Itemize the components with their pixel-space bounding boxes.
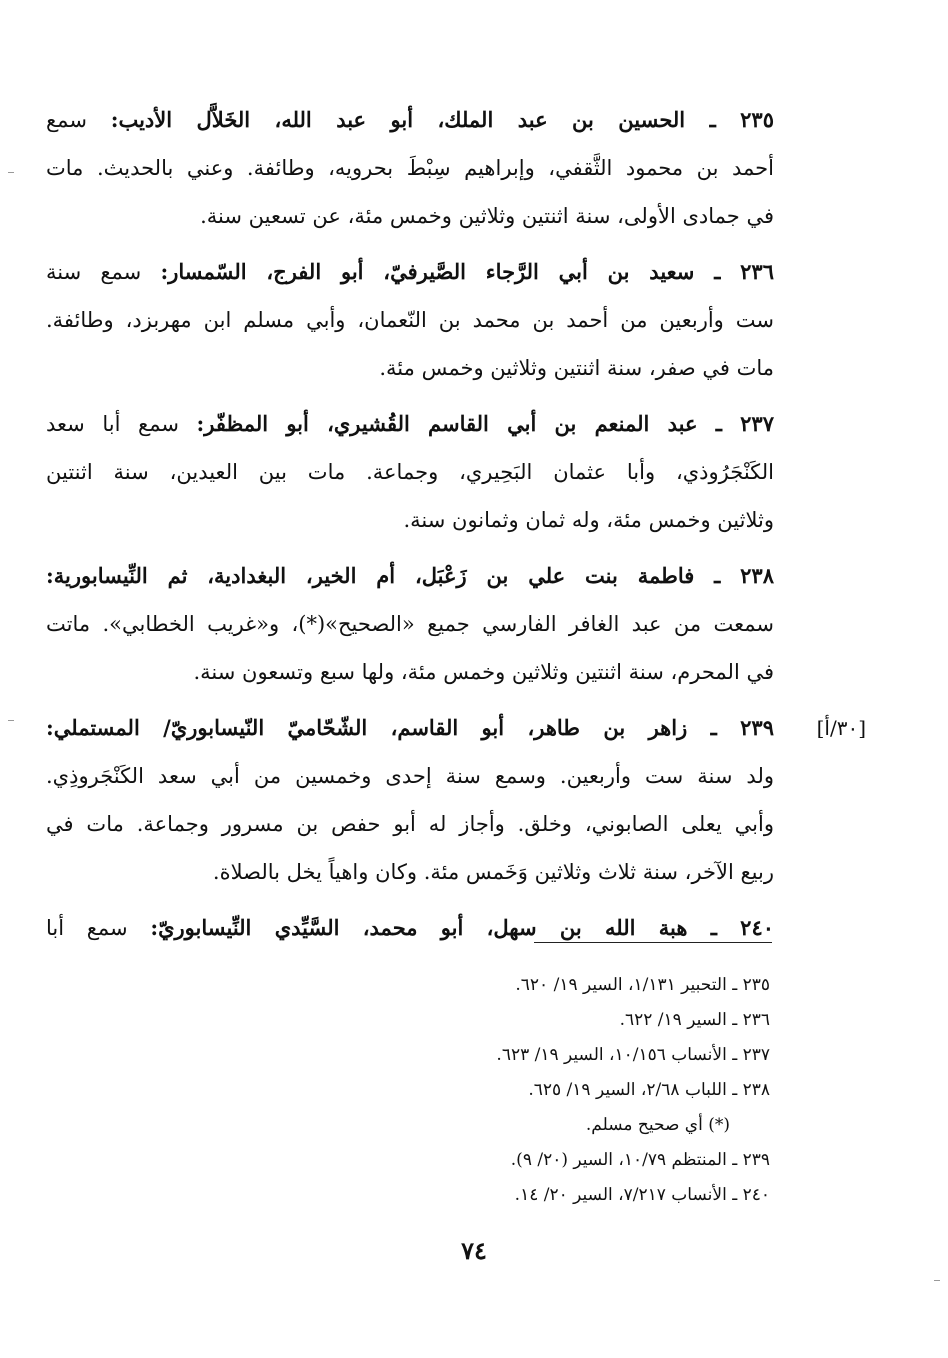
entry-line	[46, 400, 774, 448]
entry-238	[46, 552, 774, 696]
footnote: ٢٣٨ ـ اللباب ٢/٦٨، السير ١٩/ ٦٢٥.	[528, 1080, 770, 1100]
entry-line: في جمادى الأولى، سنة اثنتين وثلاثين وخمس مئة، عن تسعين سنة.	[200, 204, 774, 228]
scan-speck	[8, 720, 14, 721]
footnote: ٢٣٥ ـ التحبير ١/١٣١، السير ١٩/ ٦٢٠.	[515, 975, 770, 995]
entry-heading: ٢٣٥ ـ الحسين بن عبد الملك، أبو عبد الله، الخَلاَّل الأديب:	[110, 107, 774, 132]
entry-line	[46, 96, 774, 144]
manuscript-folio-marker: [٣٠/أ]	[816, 716, 866, 740]
entry-line	[46, 904, 774, 952]
entry-line: ست وأربعين من أحمد بن محمد بن النّعمان، وأبي مسلم ابن مهربزد، وطائفة.	[46, 308, 774, 332]
footnote: ٢٣٩ ـ المنتظم ١٠/٧٩، السير (٢٠/ ٩).	[510, 1150, 770, 1170]
entry-text: سمع أبا سعد	[46, 412, 197, 436]
entry-line: أحمد بن محمود الثَّقفي، وإبراهيم سِبْطَ بحرويه، وطائفة. وعني بالحديث. مات	[46, 156, 774, 180]
entry-line: ربيع الآخر، سنة ثلاث وثلاثين وَخَمس مئة. وكان واهياً يخل بالصلاة.	[212, 860, 774, 884]
footnote-asterisk: (*) أي صحيح مسلم.	[585, 1115, 730, 1135]
entry-235	[46, 96, 774, 240]
footnote-separator	[534, 942, 772, 943]
footnote: ٢٣٧ ـ الأنساب ١٠/١٥٦، السير ١٩/ ٦٢٣.	[496, 1045, 770, 1065]
page-number: ٧٤	[461, 1236, 487, 1265]
entry-heading: ٢٣٨ ـ فاطمة بنت علي بن زَعْبَل، أم الخير، البغدادية، ثم النِّيسابورية:	[46, 563, 774, 588]
entry-line: سمعت من عبد الغافر الفارسي جميع «الصحيح»(*)، و«غريب الخطابي». ماتت	[46, 612, 774, 636]
entry-239	[46, 704, 866, 896]
entry-text: سمع سنة	[46, 260, 161, 284]
entry-line: وثلاثين وخمس مئة، وله ثمان وثمانون سنة.	[403, 508, 774, 532]
entry-line: الكَنْجَرُوذي، وأبا عثمان البَحِيري، وجماعة. مات بين العيدين، سنة اثنتين	[46, 460, 774, 484]
entry-heading: ٢٤٠ ـ هبة الله بن سهل، أبو محمد، السَّيِّدي النِّيسابوريّ:	[150, 915, 774, 940]
scan-speck	[8, 172, 14, 173]
footnote: ٢٣٦ ـ السير ١٩/ ٦٢٢.	[619, 1010, 770, 1030]
scan-speck	[934, 1280, 940, 1281]
entry-text: سمع	[46, 108, 111, 132]
entry-heading: ٢٣٧ ـ عبد المنعم بن أبي القاسم القُشيري، أبو المظفّر:	[196, 411, 774, 436]
entry-240	[46, 904, 774, 952]
footnotes	[300, 968, 770, 1213]
entry-line: في المحرم، سنة اثنتين وثلاثين وخمس مئة، ولها سبع وتسعون سنة.	[193, 660, 774, 684]
entry-line: وأبي يعلى الصابوني، وخلق. وأجاز له أبو حفص بن مسرور وجماعة. مات في	[46, 812, 774, 836]
entry-heading: ٢٣٦ ـ سعيد بن أبي الرَّجاء الصَّيرفيّ، أبو الفرج، السّمسار:	[160, 259, 774, 284]
entry-237	[46, 400, 774, 544]
entry-line: ولد سنة ست وأربعين. وسمع سنة إحدى وخمسين من أبي سعد الكَنْجَروذِي.	[46, 764, 774, 788]
entry-line	[46, 248, 774, 296]
biography-entries	[46, 96, 866, 960]
footnote: ٢٤٠ ـ الأنساب ٧/٢١٧، السير ٢٠/ ١٤.	[514, 1185, 770, 1205]
entry-heading: ٢٣٩ ـ زاهر بن طاهر، أبو القاسم، الشّحّاميّ النّيسابوريّ/ المستملي:	[46, 715, 774, 740]
entry-236	[46, 248, 774, 392]
entry-text: سمع أبا	[46, 916, 151, 940]
entry-line	[46, 704, 774, 752]
entry-line: مات في صفر، سنة اثنتين وثلاثين وخمس مئة.	[379, 356, 774, 380]
entry-line	[46, 552, 774, 600]
